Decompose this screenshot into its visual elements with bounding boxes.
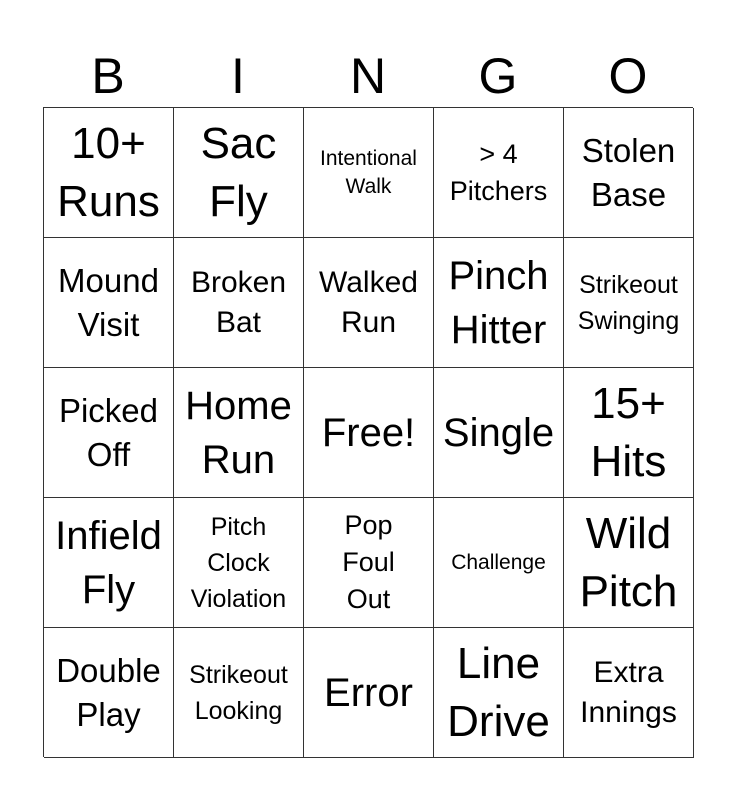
cell-label: 15+ Hits (590, 378, 667, 486)
cell-label: Pop Foul Out (342, 510, 395, 614)
bingo-cell-r1c1[interactable] (44, 108, 174, 238)
bingo-cell-r2c2[interactable] (174, 238, 304, 368)
free-space-label: Free! (321, 410, 416, 455)
cell-label: Wild Pitch (579, 508, 678, 616)
bingo-cell-r3c5[interactable] (564, 368, 694, 498)
bingo-cell-r2c1[interactable] (44, 238, 174, 368)
cell-label: 10+ Runs (57, 118, 160, 226)
cell-label: Single (442, 410, 555, 455)
bingo-cell-r1c2[interactable] (174, 108, 304, 238)
cell-label: Pinch Hitter (448, 253, 549, 352)
cell-label: Picked Off (58, 391, 159, 473)
bingo-cell-r5c2[interactable] (174, 628, 304, 758)
bingo-cell-r4c2[interactable] (174, 498, 304, 628)
bingo-cell-r5c4[interactable] (434, 628, 564, 758)
cell-label: Strikeout Swinging (577, 270, 680, 335)
bingo-board (43, 107, 693, 757)
bingo-cell-r4c1[interactable] (44, 498, 174, 628)
bingo-cell-r2c4[interactable] (434, 238, 564, 368)
bingo-cell-r1c5[interactable] (564, 108, 694, 238)
cell-label: Broken Bat (190, 265, 287, 339)
cell-label: Challenge (451, 550, 546, 574)
cell-label: Stolen Base (581, 131, 676, 213)
header-letter-g: G (478, 48, 518, 104)
bingo-cell-r4c4[interactable] (434, 498, 564, 628)
cell-label: Error (324, 670, 413, 715)
bingo-cell-r2c5[interactable] (564, 238, 694, 368)
cell-label: Intentional Walk (320, 146, 417, 198)
cell-label: Infield Fly (55, 513, 162, 612)
bingo-cell-r3c2[interactable] (174, 368, 304, 498)
bingo-cell-r2c3[interactable] (304, 238, 434, 368)
cell-label: > 4 Pitchers (449, 138, 548, 206)
cell-label: Mound Visit (58, 261, 159, 343)
bingo-header (43, 44, 693, 108)
bingo-cell-r3c3[interactable] (304, 368, 434, 498)
bingo-cell-r3c1[interactable] (44, 368, 174, 498)
header-letter-b: B (91, 48, 125, 104)
header-letter-i: I (231, 48, 245, 104)
bingo-cell-r5c1[interactable] (44, 628, 174, 758)
cell-label: Sac Fly (200, 118, 277, 226)
header-letter-n: N (349, 48, 387, 104)
cell-label: Home Run (185, 383, 292, 482)
bingo-cell-r1c3[interactable] (304, 108, 434, 238)
cell-label: Line Drive (447, 638, 550, 746)
cell-label: Strikeout Looking (189, 660, 288, 725)
bingo-cell-r5c5[interactable] (564, 628, 694, 758)
bingo-cell-r4c3[interactable] (304, 498, 434, 628)
bingo-cell-r4c5[interactable] (564, 498, 694, 628)
cell-label: Walked Run (319, 265, 418, 339)
bingo-cell-r5c3[interactable] (304, 628, 434, 758)
bingo-cell-r1c4[interactable] (434, 108, 564, 238)
bingo-cell-r3c4[interactable] (434, 368, 564, 498)
cell-label: Double Play (56, 651, 161, 733)
cell-label: Pitch Clock Violation (190, 512, 287, 613)
header-letter-o: O (608, 48, 648, 104)
cell-label: Extra Innings (580, 655, 677, 729)
